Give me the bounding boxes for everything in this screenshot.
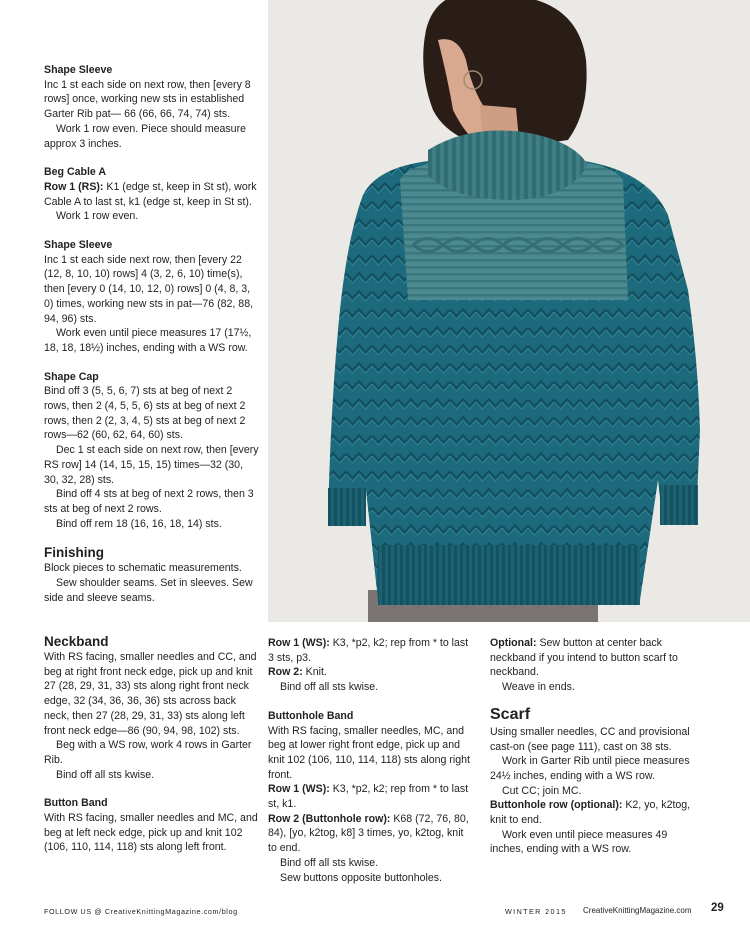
band-row2: Row 2: Knit. [268, 666, 327, 679]
scarf-heading: Scarf [490, 705, 531, 723]
finishing-heading: Finishing [44, 545, 104, 561]
button-band-text: With RS facing, smaller needles and MC, and beg at left neck edge, pick up and knit 102 (106, 110, 114, 118) sts along left front. [44, 812, 258, 854]
buttonhole-bind-off: Bind off all sts kwise. [280, 856, 379, 869]
footer-site: CreativeKnittingMagazine.com [583, 906, 692, 915]
scarf-column [490, 636, 702, 857]
left-cuff [328, 488, 366, 526]
hem-ribbing [378, 545, 640, 605]
footer-issue: WINTER 2015 [505, 907, 567, 916]
band-bind-off: Bind off all sts kwise. [280, 681, 379, 694]
shape-sleeve-text-2: Work 1 row even. Piece should measure approx 3 inches. [44, 122, 246, 150]
beg-cable-a-heading: Beg Cable A [44, 166, 107, 179]
shape-sleeve-text: Inc 1 st each side on next row, then [every 8 rows] once, working new sts in established Garter Rib pat— 66 (66, 66, 74, 74) sts. [44, 78, 251, 121]
left-column [44, 63, 260, 606]
shape-cap-heading: Shape Cap [44, 370, 99, 383]
sweater-illustration [268, 0, 750, 622]
finishing-text-2: Sew shoulder seams. Set in sleeves. Sew side and sleeve seams. [44, 577, 253, 604]
scarf-text: Using smaller needles, CC and provisional cast-on (see page 111), cast on 38 sts. [490, 725, 690, 753]
buttonhole-band-text: With RS facing, smaller needles, MC, and beg at lower right front edge, pick up and knit 102 (106, 110, 114, 118) sts along right front. [268, 724, 470, 781]
sweater-photo [268, 0, 750, 622]
buttonhole-band-heading: Buttonhole Band [268, 709, 354, 722]
shape-sleeve-heading: Shape Sleeve [44, 64, 113, 76]
footer-follow: FOLLOW US @ CreativeKnittingMagazine.com/blog [44, 907, 238, 916]
neckband-text-2: Beg with a WS row, work 4 rows in Garter Rib. [44, 739, 252, 766]
weave-ends: Weave in ends. [502, 681, 575, 694]
button-band-heading: Button Band [44, 797, 108, 810]
finishing-text: Block pieces to schematic measurements. [44, 562, 242, 575]
beg-cable-a-row1: Row 1 (RS): K1 (edge st, keep in St st), work Cable A to last st, k1 (edge st, keep in St st). [44, 180, 257, 208]
buttonhole-column [268, 636, 474, 885]
scarf-buttonhole-row: Buttonhole row (optional): K2, yo, k2tog, knit to end. [490, 799, 691, 827]
scarf-text-2: Work in Garter Rib until piece measures 24½ inches, ending with a WS row. [490, 755, 690, 782]
scarf-text-4: Work even until piece measures 49 inches, ending with a WS row. [490, 828, 668, 856]
neckband-heading: Neckband [44, 634, 109, 649]
buttonhole-sew: Sew buttons opposite buttonholes. [280, 871, 442, 884]
shape-cap-text-2: Dec 1 st each side on next row, then [every RS row] 14 (14, 15, 15, 15) times—32 (30, 30, 32, 28) sts. [44, 444, 259, 486]
neckband-column [44, 633, 260, 855]
shape-cap-text-4: Bind off rem 18 (16, 16, 18, 14) sts. [56, 517, 222, 530]
buttonhole-row1: Row 1 (WS): K3, *p2, k2; rep from * to last st, k1. [268, 783, 469, 811]
shape-cap-text-3: Bind off 4 sts at beg of next 2 rows, then 3 sts at beg of next 2 rows. [44, 488, 254, 515]
optional-note: Optional: Sew button at center back neckband if you intend to button scarf to neckband. [490, 637, 678, 679]
shape-sleeve-2-heading: Shape Sleeve [44, 239, 113, 252]
right-cuff [660, 485, 698, 525]
shape-sleeve-2-text-2: Work even until piece measures 17 (17½, 18, 18, 18½) inches, ending with a WS row. [44, 327, 252, 354]
band-row1: Row 1 (WS): K3, *p2, k2; rep from * to last 3 sts, p3. [268, 637, 469, 664]
shape-sleeve-2-text: Inc 1 st each side next row, then [every 22 (12, 8, 10, 10) rows] 4 (3, 2, 6, 10) time(s), then [every 0 (14, 10, 12, 0) rows] 0 (4, 8, 3, 0) times, working new sts in pat—76 (82, 88, 94, 96) sts. [44, 253, 254, 325]
shape-cap-text: Bind off 3 (5, 5, 6, 7) sts at beg of next 2 rows, then 2 (4, 5, 5, 6) sts at beg of next 2 rows, then 2 (2, 3, 4, 5) sts at beg of next 2 rows—62 (60, 62, 64, 60) sts. [44, 385, 246, 442]
neckband-text-3: Bind off all sts kwise. [56, 768, 155, 781]
neckband-text: With RS facing, smaller needles and CC, and beg at right front neck edge, pick up and knit 27 (28, 29, 31, 33) sts along right front neck edge, 32 (34, 36, 36, 36) sts across back neck, then 27 (28, 29, 31, 33) sts along left front neck edge—86 (90, 94, 98, 102) sts. [44, 651, 257, 737]
scarf-text-3: Cut CC; join MC. [502, 784, 582, 797]
buttonhole-row2: Row 2 (Buttonhole row): K68 (72, 76, 80, 84), [yo, k2tog, k8] 3 times, yo, k2tog, knit to end. [268, 812, 469, 855]
beg-cable-a-text-2: Work 1 row even. [56, 210, 139, 223]
page-number: 29 [711, 902, 724, 914]
